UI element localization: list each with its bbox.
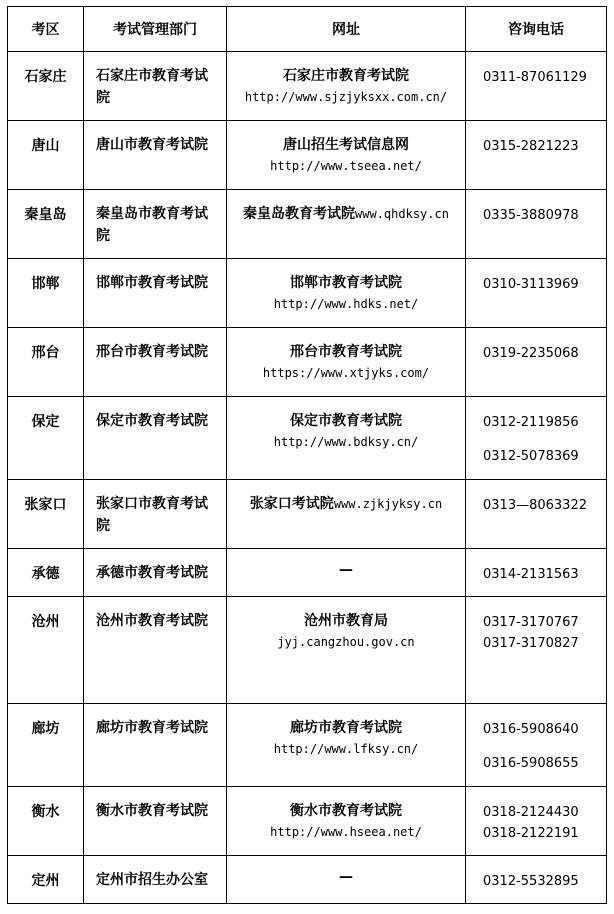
website-name: —: [339, 869, 353, 885]
phone-number: 0317-3170827: [483, 636, 579, 651]
website-name: 衡水市教育考试院: [290, 803, 402, 819]
website-name: 唐山招生考试信息网: [283, 137, 409, 153]
region-cell: 衡水: [8, 787, 84, 856]
phone-number: 0312-5532895: [483, 874, 579, 889]
phone-number: 0316-5908655: [483, 756, 579, 771]
department-cell: 张家口市教育考试院: [84, 480, 227, 549]
website-name: 秦皇岛教育考试院: [243, 206, 356, 222]
region-cell: 唐山: [8, 121, 84, 190]
table-row: [8, 856, 607, 904]
department-cell: 石家庄市教育考试院: [84, 52, 227, 121]
table-row: [8, 549, 607, 597]
phone-number: 0314-2131563: [483, 567, 579, 582]
website-name-inline: [227, 493, 465, 515]
header-department: 考试管理部门: [84, 7, 227, 52]
region-cell: 沧州: [8, 597, 84, 704]
department-cell: 秦皇岛市教育考试院: [84, 190, 227, 259]
table-row: [8, 397, 607, 480]
website-url[interactable]: http://www.sjzjyksxx.com.cn/: [244, 90, 448, 104]
department-cell: 承德市教育考试院: [84, 549, 227, 597]
phone-cell: [466, 121, 607, 190]
region-cell: 保定: [8, 397, 84, 480]
website-cell: [227, 259, 466, 328]
website-name-inline: [227, 203, 465, 225]
website-name: —: [339, 562, 353, 578]
website-url[interactable]: http://www.bdksy.cn/: [273, 435, 419, 449]
website-cell: [227, 597, 466, 704]
phone-number: 0315-2821223: [483, 139, 579, 154]
website-url[interactable]: https://www.xtjyks.com/: [262, 366, 430, 380]
website-url[interactable]: www.qhdksy.cn: [355, 207, 449, 221]
department-cell: 邢台市教育考试院: [84, 328, 227, 397]
website-cell: [227, 704, 466, 787]
phone-number: 0311-87061129: [483, 70, 587, 85]
phone-cell: [466, 704, 607, 787]
website-cell: [227, 121, 466, 190]
department-cell: 廊坊市教育考试院: [84, 704, 227, 787]
website-name: 保定市教育考试院: [290, 413, 402, 429]
table-row: [8, 480, 607, 549]
phone-cell: [466, 52, 607, 121]
website-name: 邯郸市教育考试院: [290, 275, 402, 291]
website-url[interactable]: http://www.lfksy.cn/: [273, 742, 419, 756]
phone-number: 0313—8063322: [483, 498, 587, 513]
exam-contact-table: [7, 6, 607, 904]
phone-cell: [466, 328, 607, 397]
header-website: 网址: [227, 7, 466, 52]
table-row: [8, 121, 607, 190]
table-row: [8, 190, 607, 259]
region-cell: 石家庄: [8, 52, 84, 121]
website-cell: [227, 787, 466, 856]
website-url[interactable]: http://www.tseea.net/: [270, 159, 422, 173]
phone-cell: [466, 549, 607, 597]
website-url[interactable]: http://www.hseea.net/: [270, 825, 422, 839]
phone-number: 0335-3880978: [483, 208, 579, 223]
website-url[interactable]: http://www.hdks.net/: [273, 297, 419, 311]
department-cell: 定州市招生办公室: [84, 856, 227, 904]
department-cell: 沧州市教育考试院: [84, 597, 227, 704]
region-cell: 秦皇岛: [8, 190, 84, 259]
header-region: 考区: [8, 7, 84, 52]
website-name: 邢台市教育考试院: [290, 344, 402, 360]
table-row: [8, 52, 607, 121]
phone-number: 0310-3113969: [483, 277, 579, 292]
phone-cell: [466, 397, 607, 480]
table-row: [8, 787, 607, 856]
website-name: 廊坊市教育考试院: [290, 720, 402, 736]
table-row: [8, 328, 607, 397]
phone-number: 0318-2122191: [483, 826, 579, 841]
department-cell: 保定市教育考试院: [84, 397, 227, 480]
website-cell: [227, 397, 466, 480]
phone-cell: [466, 856, 607, 904]
region-cell: 邯郸: [8, 259, 84, 328]
region-cell: 定州: [8, 856, 84, 904]
region-cell: 承德: [8, 549, 84, 597]
phone-number: 0312-2119856: [483, 415, 579, 430]
phone-number: 0318-2124430: [483, 805, 579, 820]
website-cell: [227, 190, 466, 259]
phone-number: 0317-3170767: [483, 615, 579, 630]
table-row: [8, 259, 607, 328]
website-name: 石家庄市教育考试院: [283, 68, 409, 84]
table-row: [8, 597, 607, 704]
department-cell: 唐山市教育考试院: [84, 121, 227, 190]
website-cell: [227, 856, 466, 904]
website-name: 沧州市教育局: [304, 613, 388, 629]
website-cell: [227, 480, 466, 549]
header-row: [8, 7, 607, 52]
region-cell: 廊坊: [8, 704, 84, 787]
header-phone: 咨询电话: [466, 7, 607, 52]
region-cell: 邢台: [8, 328, 84, 397]
website-cell: [227, 52, 466, 121]
phone-cell: [466, 787, 607, 856]
department-cell: 衡水市教育考试院: [84, 787, 227, 856]
website-name: 张家口考试院: [249, 496, 334, 512]
website-cell: [227, 328, 466, 397]
phone-number: 0319-2235068: [483, 346, 579, 361]
phone-cell: [466, 259, 607, 328]
website-url[interactable]: jyj.cangzhou.gov.cn: [277, 635, 415, 649]
region-cell: 张家口: [8, 480, 84, 549]
phone-cell: [466, 190, 607, 259]
phone-number: 0312-5078369: [483, 449, 579, 464]
website-cell: [227, 549, 466, 597]
phone-cell: [466, 597, 607, 704]
phone-cell: [466, 480, 607, 549]
department-cell: 邯郸市教育考试院: [84, 259, 227, 328]
website-url[interactable]: www.zjkjyksy.cn: [333, 497, 443, 511]
table-row: [8, 704, 607, 787]
phone-number: 0316-5908640: [483, 722, 579, 737]
